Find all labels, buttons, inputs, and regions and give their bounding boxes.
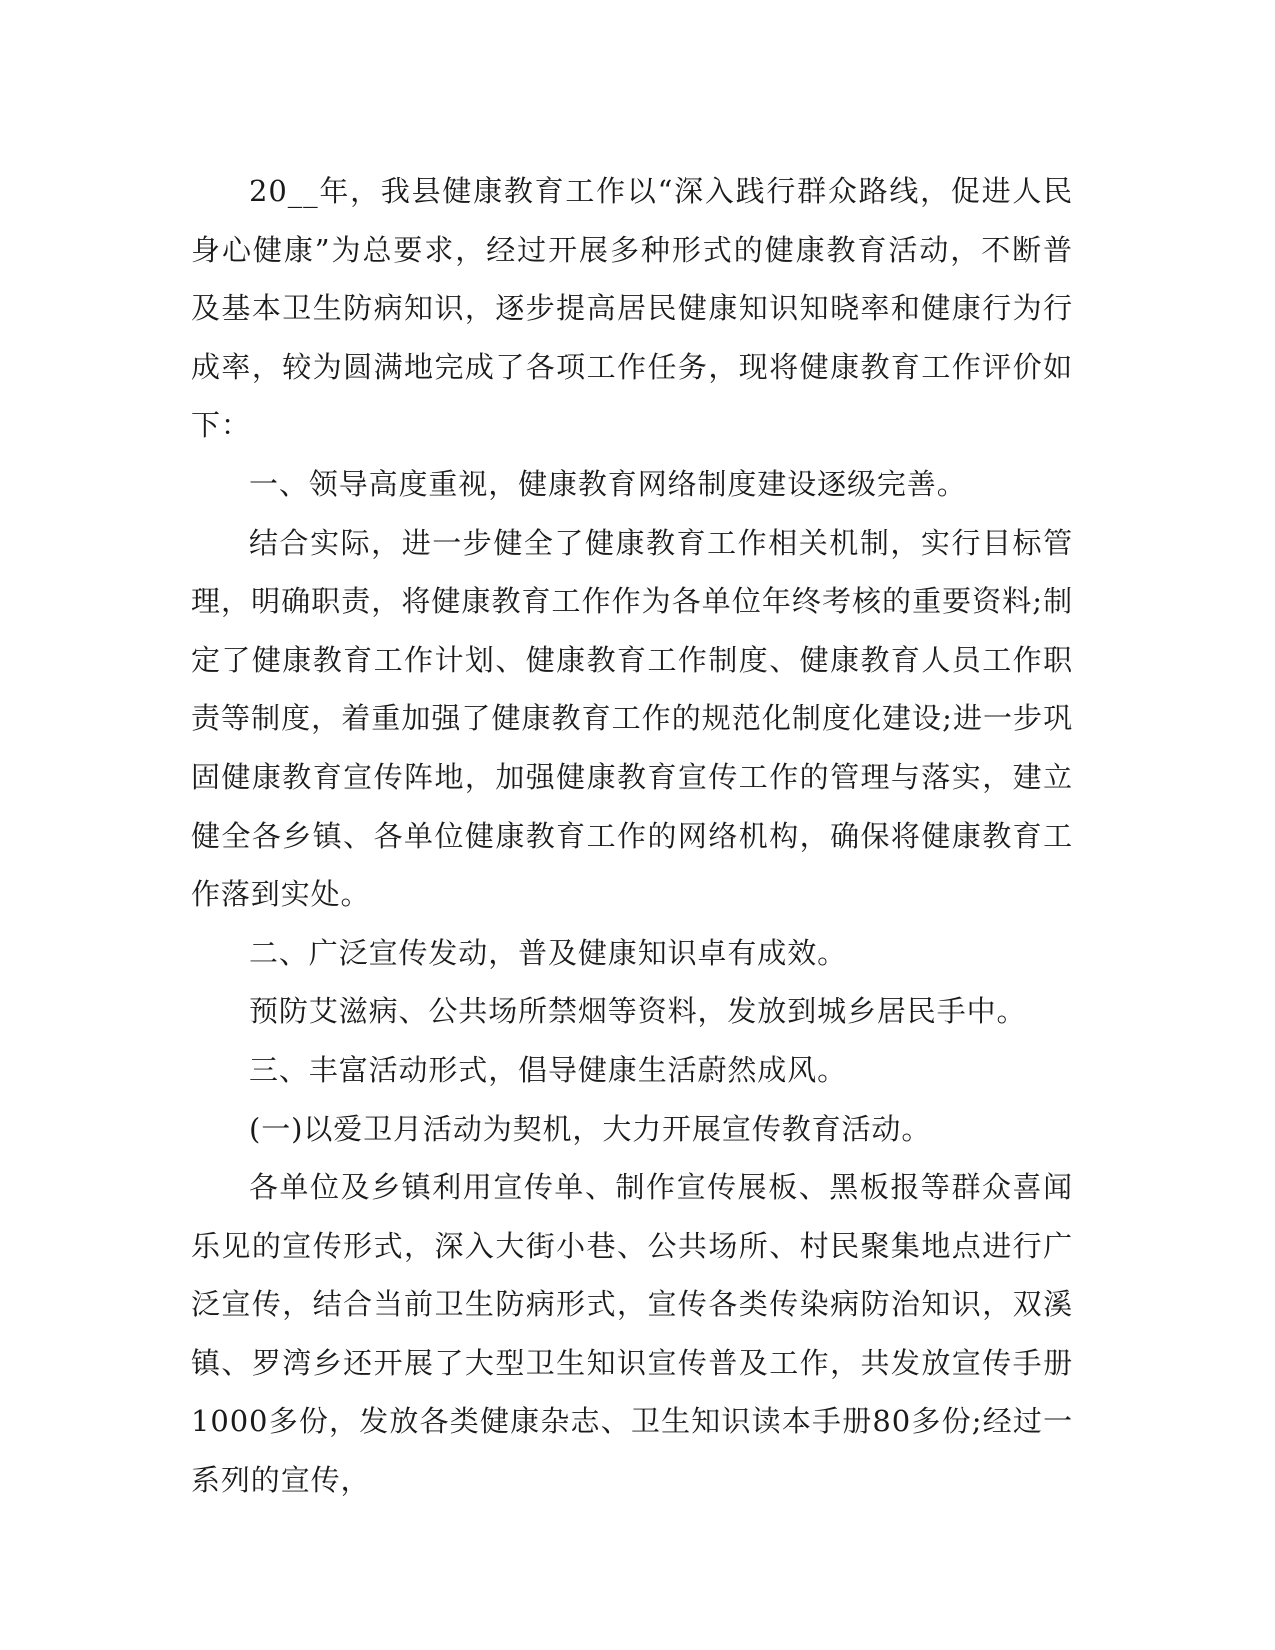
section-heading-1: 一、领导高度重视，健康教育网络制度建设逐级完善。 [249,466,967,501]
section-heading-2: 二、广泛宣传发动，普及健康知识卓有成效。 [249,935,848,970]
section-2-paragraph: 预防艾滋病、公共场所禁烟等资料，发放到城乡居民手中。 [249,994,1027,1029]
subsection-heading-3-1: (一)以爱卫月活动为契机，大力开展宣传教育活动。 [249,1111,932,1146]
subsection-3-1-paragraph: 各单位及乡镇利用宣传单、制作宣传展板、黑板报等群众喜闻乐见的宣传形式，深入大街小巷、公共场所、村民聚集地点进行广泛宣传，结合当前卫生防病形式，宣传各类传染病防治知识，双溪镇、罗湾乡还开展了大型卫生知识宣传普及工作，共发放宣传手册1000多份，发放各类健康杂志、卫生知识读本手册80多份;经过一系列的宣传， [191,1170,1073,1498]
intro-paragraph: 20__年，我县健康教育工作以“深入践行群众路线，促进人民身心健康”为总要求，经过开展多种形式的健康教育活动，不断普及基本卫生防病知识，逐步提高居民健康知识知晓率和健康行为行成率，较为圆满地完成了各项工作任务，现将健康教育工作评价如下： [191,174,1073,443]
document-body [191,162,1073,1510]
section-heading-3: 三、丰富活动形式，倡导健康生活蔚然成风。 [249,1052,848,1087]
section-1-paragraph: 结合实际，进一步健全了健康教育工作相关机制，实行目标管理，明确职责，将健康教育工作作为各单位年终考核的重要资料;制定了健康教育工作计划、健康教育工作制度、健康教育人员工作职责等制度，着重加强了健康教育工作的规范化制度化建设;进一步巩固健康教育宣传阵地，加强健康教育宣传工作的管理与落实，建立健全各乡镇、各单位健康教育工作的网络机构，确保将健康教育工作落到实处。 [191,525,1073,912]
